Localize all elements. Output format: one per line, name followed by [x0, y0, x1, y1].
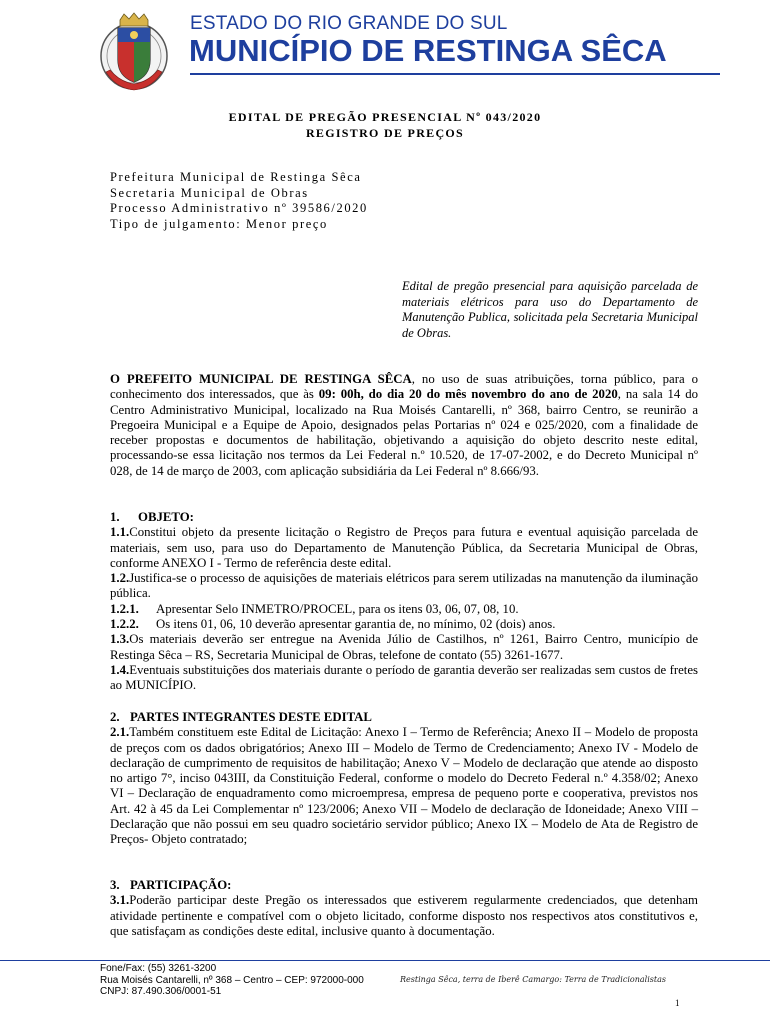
intro-paragraph	[110, 372, 698, 479]
clause-1-2	[110, 571, 698, 602]
intro-text-1: , no uso de suas atribuições, torna público, para o conhecimento dos interessados, que às	[110, 372, 699, 402]
clause-text: Os materiais deverão ser entregue na Avenida Júlio de Castilhos, nº 1261, Bairro Centro, município de Restinga Sêca – RS, Secretaria Municipal de Obras, telefone de contato (55) 3261-1677.	[110, 632, 698, 662]
section-participacao	[110, 878, 698, 939]
footer-cnpj: CNPJ: 87.490.306/0001-51	[100, 986, 222, 997]
clause-number: 1.3.	[110, 632, 130, 647]
section-1-heading	[110, 510, 698, 525]
clause-number: 1.2.2.	[110, 617, 139, 632]
clause-number: 1.2.	[110, 571, 130, 586]
clause-text: Justifica-se o processo de aquisições de materiais elétricos para serem utilizadas na manutenção da iluminação pública.	[110, 571, 698, 601]
intro-text-2: , na sala 14 do Centro Administrativo Municipal, localizado na Rua Moisés Cantarelli, nº 368, bairro Centro, se reunirão a Pregoeira Municipal e a Equipe de Apoio, designados pelas Portarias nº 024 e 025/2020, com a finalidade de receber propostas e documentos de habilitação, objetivando a aquisição do objeto descrito neste edital, processando-se essa licitação nos termos da Lei Federal n.º 10.520, de 17-07-2002, e do Decreto Municipal nº 028, de 14 de março de 2003, com aplicação subsidiária da Lei Federal nº 8.666/93.	[110, 387, 698, 478]
header-state: ESTADO DO RIO GRANDE DO SUL	[190, 13, 508, 34]
clause-number: 3.1.	[110, 893, 130, 908]
clause-1-3	[110, 632, 698, 663]
section-1-title: OBJETO:	[138, 510, 194, 524]
clause-1-4	[110, 663, 698, 694]
municipal-crest-icon	[98, 12, 170, 96]
section-3-heading	[110, 878, 698, 893]
clause-number: 2.1.	[110, 725, 130, 740]
clause-text: Constitui objeto da presente licitação o Registro de Preços para futura e eventual aquisição parcelada de materiais, sem uso, para uso do Departamento de Manutenção Pública, da Secretaria Municipal de Obras, conforme ANEXO I - Termo de referência deste edital.	[110, 525, 698, 570]
clause-text: Eventuais substituições dos materiais durante o período de garantia deverão ser realizadas sem custos de fretes ao MUNICÍPIO.	[110, 662, 698, 693]
section-3-number: 3.	[110, 878, 120, 892]
intro-lead: O PREFEITO MUNICIPAL DE RESTINGA SÊCA	[110, 372, 412, 386]
section-3-title: PARTICIPAÇÃO:	[130, 878, 232, 892]
clause-text: Apresentar Selo INMETRO/PROCEL, para os itens 03, 06, 07, 08, 10.	[156, 601, 519, 616]
clause-2-1	[110, 725, 698, 847]
meta-line-julgamento: Tipo de julgamento: Menor preço	[110, 216, 328, 231]
footer-divider	[0, 960, 770, 961]
footer-contact	[100, 963, 364, 998]
footer-address: Rua Moisés Cantarelli, nº 368 – Centro – CEP: 972000-000	[100, 974, 364, 986]
document-subtitle: REGISTRO DE PREÇOS	[305, 126, 465, 140]
section-2-number: 2.	[110, 710, 120, 724]
section-objeto	[110, 510, 698, 694]
clause-1-2-1	[110, 602, 698, 617]
clause-number: 1.2.1.	[110, 601, 139, 616]
header-municipality: MUNICÍPIO DE RESTINGA SÊCA	[189, 33, 667, 68]
clause-text: Os itens 01, 06, 10 deverão apresentar garantia de, no mínimo, 02 (dois) anos.	[156, 617, 556, 632]
meta-line-secretaria: Secretaria Municipal de Obras	[110, 185, 309, 200]
clause-text: Também constituem este Edital de Licitação: Anexo I – Termo de Referência; Anexo II – Modelo de proposta de preços com os dados obrigatórios; Anexo III – Modelo de Termo de Credenciamento; Anexo IV - Modelo de declaração de cumprimento de requisitos de habilitação; Anexo V – Modelo de declaração que atende ao disposto no artigo 7°, inciso 043III, da Constituição Federal, conforme o modelo do Decreto Federal n.º 4.358/02; Anexo VI – Declaração de enquadramento como microempresa, empresa de pequeno porte e cooperativa, previstos nos Art. 42 à 45 da Lei Complementar nº 123/2006; Anexo VII – Modelo de declaração de Idoneidade; Anexo VIII – Declaração que não possui em seu quadro societário servidor público; Anexo IX – Modelo de Ata de Registro de Preços- Objeto contratado;	[110, 725, 698, 847]
section-2-title: PARTES INTEGRANTES DESTE EDITAL	[130, 710, 372, 724]
section-2-heading	[110, 710, 698, 725]
header-divider	[190, 73, 720, 75]
document-title: EDITAL DE PREGÃO PRESENCIAL Nº 043/2020	[228, 110, 542, 124]
process-meta	[110, 170, 368, 232]
meta-line-processo: Processo Administrativo nº 39586/2020	[110, 201, 368, 215]
page-number: 1	[675, 998, 680, 1008]
meta-line-prefeitura: Prefeitura Municipal de Restinga Sêca	[110, 170, 362, 184]
section-partes-integrantes	[110, 710, 698, 848]
clause-1-2-2	[110, 617, 698, 632]
clause-number: 1.4.	[110, 662, 130, 677]
section-1-number: 1.	[110, 510, 120, 524]
clause-number: 1.1.	[110, 525, 130, 540]
clause-1-1	[110, 525, 698, 571]
clause-3-1	[110, 893, 698, 939]
footer-phone: Fone/Fax: (55) 3261-3200	[100, 963, 217, 974]
footer-motto: Restinga Sêca, terra de Iberê Camargo: Terra de Tradicionalistas	[400, 975, 666, 984]
edital-abstract: Edital de pregão presencial para aquisição parcelada de materiais elétricos para uso do Departamento de Manutenção Publica, solicitada pela Secretaria Municipal de Obras.	[402, 279, 698, 340]
clause-text: Poderão participar deste Pregão os interessados que estiverem regularmente credenciados, que detenham atividade pertinente e compatível com o objeto licitado, conforme disposto nos respectivos atos constitutivos e, que satisfaçam as condições deste edital, inclusive quanto à documentação.	[110, 893, 698, 938]
intro-session-date: 09: 00h, do dia 20 do mês novembro do ano de 2020	[318, 387, 618, 402]
